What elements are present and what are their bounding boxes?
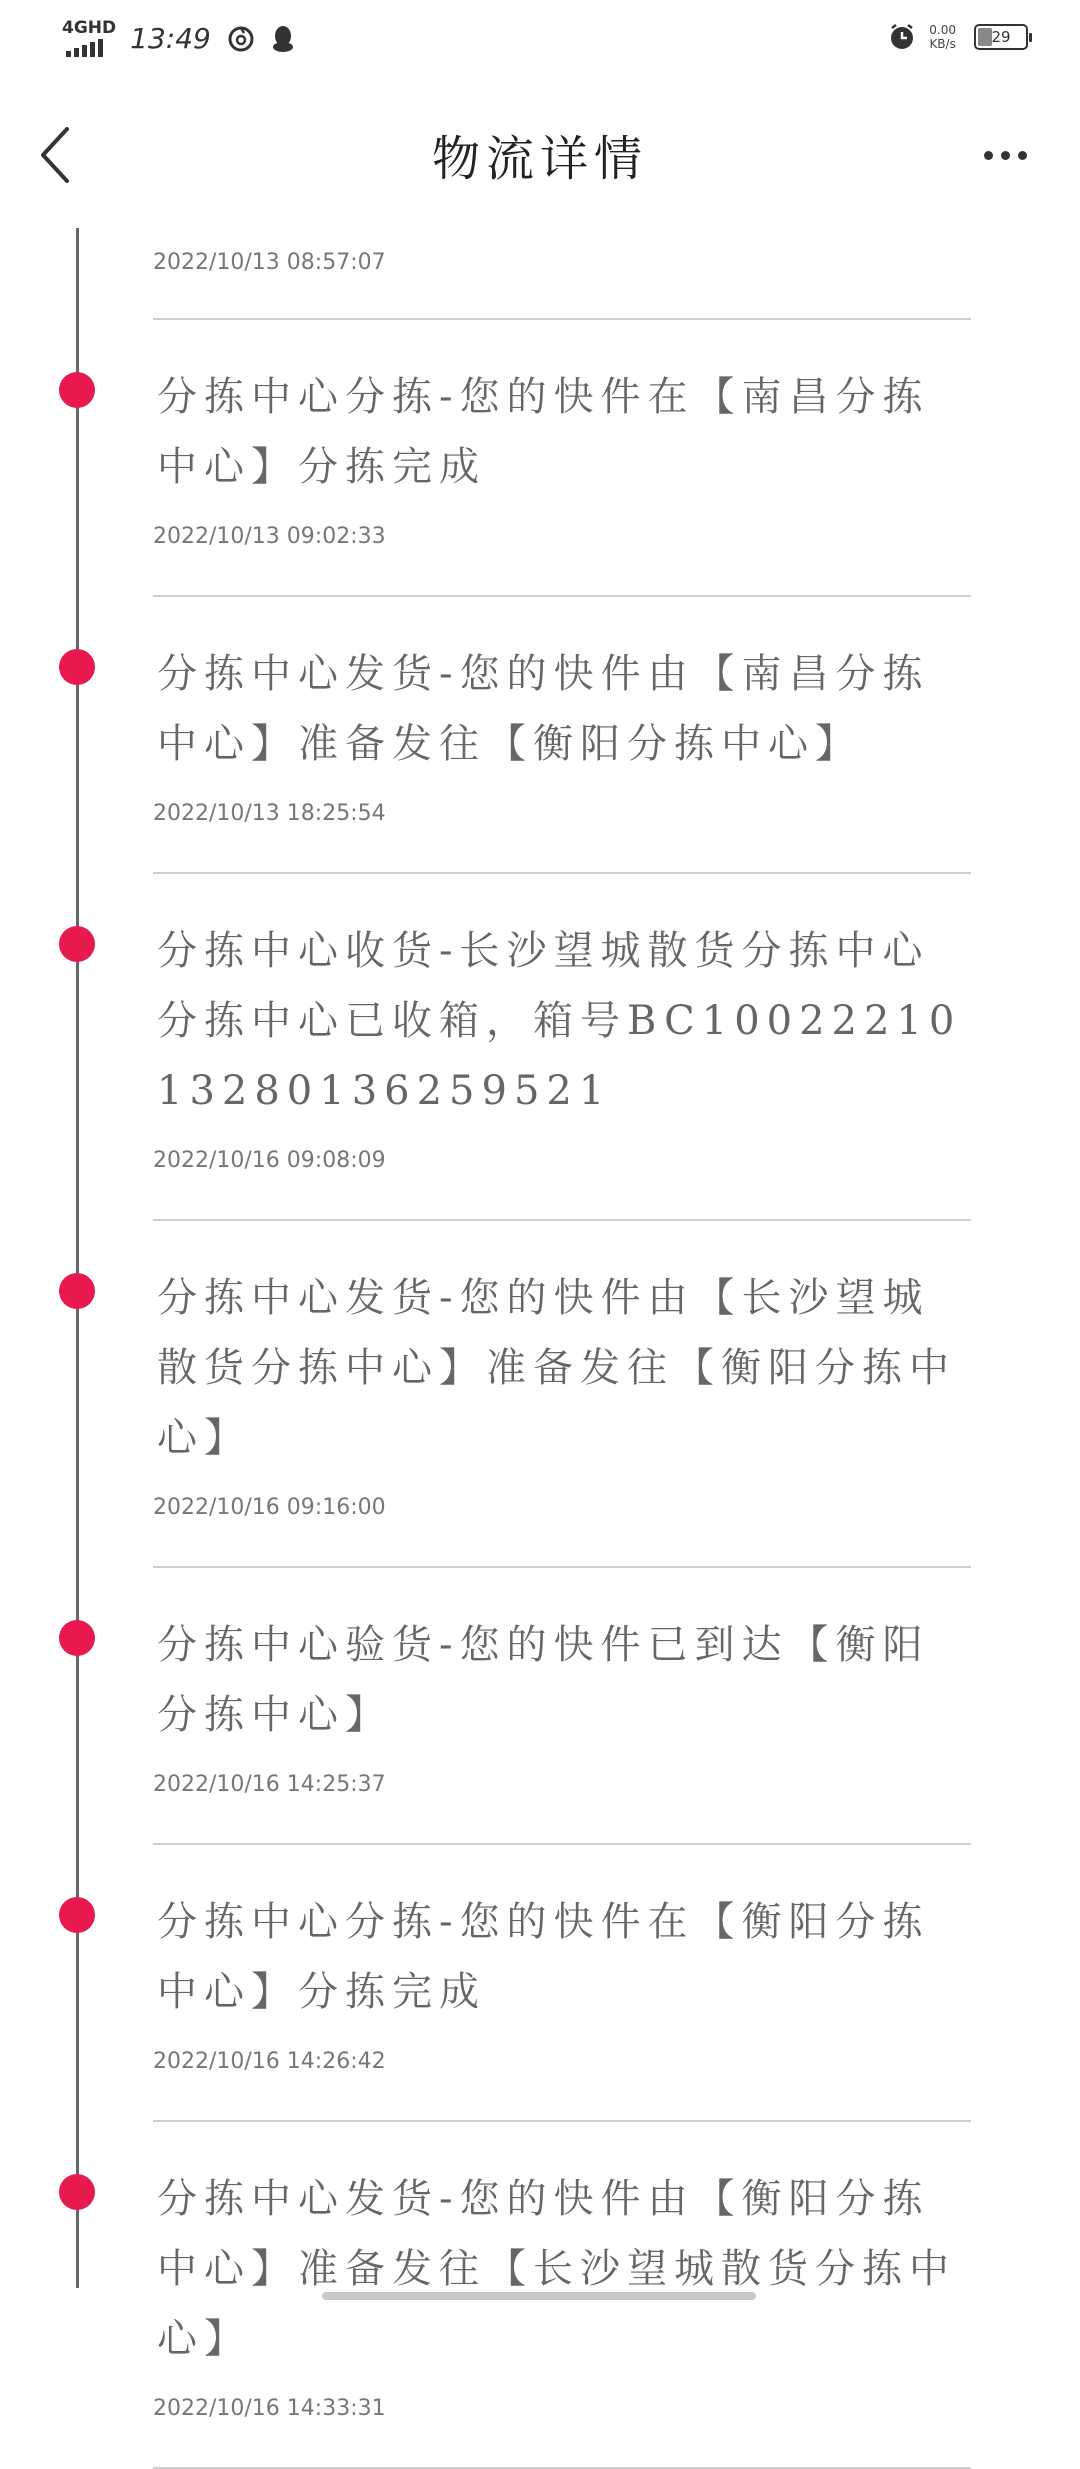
event-description: 分拣中心收货-长沙望城散货分拣中心分拣中心已收箱，箱号BC100222101328013625952​1 [157, 928, 962, 1114]
event-time: 2022/10/16 14:25:37 [153, 1772, 386, 1797]
battery-icon [974, 24, 1028, 50]
nav-bar [0, 90, 1080, 220]
event-description: 分拣中心发货-您的快件由【衡阳分拣中心】准备发往【长沙望城散货分拣中心】 [157, 2176, 956, 2362]
page-title: 物流详情 [431, 131, 648, 187]
event-description: 分拣中心分拣-您的快件在【南昌分拣中心】分拣完成 [157, 374, 930, 490]
event-time: 2022/10/16 09:16:00 [153, 1495, 386, 1520]
event-time: 2022/10/16 14:33:31 [153, 2396, 386, 2421]
event-description: 分拣中心分拣-您的快件在【衡阳分拣中心】分拣完成 [157, 1899, 930, 2015]
network-indicator [62, 20, 116, 57]
qq-icon [271, 25, 295, 53]
event-time: 2022/10/13 08:57:07 [153, 250, 386, 275]
timeline-event [153, 1568, 971, 1845]
network-speed-value: 0.00 [929, 23, 956, 37]
event-time: 2022/10/16 14:26:42 [153, 2049, 386, 2074]
timeline-dot [59, 2174, 95, 2210]
status-time: 13:49 [130, 22, 211, 55]
timeline-dot [59, 372, 95, 408]
event-description: 分拣中心发货-您的快件由【长沙望城散货分拣中心】准备发往【衡阳分拣中心】 [157, 1275, 956, 1461]
timeline-dot [59, 1273, 95, 1309]
netease-music-icon [227, 25, 255, 53]
event-time: 2022/10/16 09:08:09 [153, 1148, 386, 1173]
battery-level: 29 [991, 28, 1011, 46]
timeline-event [153, 597, 971, 874]
event-time: 2022/10/13 18:25:54 [153, 801, 386, 826]
event-description: 分拣中心发货-您的快件由【南昌分拣中心】准备发往【衡阳分拣中心】 [157, 651, 930, 767]
event-description: 分拣中心验货-您的快件已到达【衡阳分拣中心】 [157, 1622, 930, 1738]
network-type: 4GHD [62, 18, 117, 38]
network-speed [929, 23, 956, 51]
more-button[interactable] [970, 130, 1040, 180]
signal-icon [66, 37, 103, 57]
timeline-first-time [153, 220, 971, 320]
timeline-dot [59, 649, 95, 685]
logistics-timeline [0, 220, 1080, 2469]
network-speed-unit: KB/s [929, 37, 956, 51]
timeline-dot [59, 1897, 95, 1933]
status-bar-right [887, 22, 1028, 52]
timeline-event [153, 1845, 971, 2122]
timeline-event [153, 874, 971, 1221]
event-time: 2022/10/13 09:02:33 [153, 524, 386, 549]
timeline-dot [59, 926, 95, 962]
timeline-event [153, 1221, 971, 1568]
timeline-event [153, 320, 971, 597]
timeline-dot [59, 1620, 95, 1656]
more-dots-icon [984, 151, 993, 160]
status-bar-left [62, 20, 295, 57]
home-indicator[interactable] [322, 2292, 756, 2300]
status-bar [0, 0, 1080, 80]
alarm-icon [887, 22, 917, 52]
